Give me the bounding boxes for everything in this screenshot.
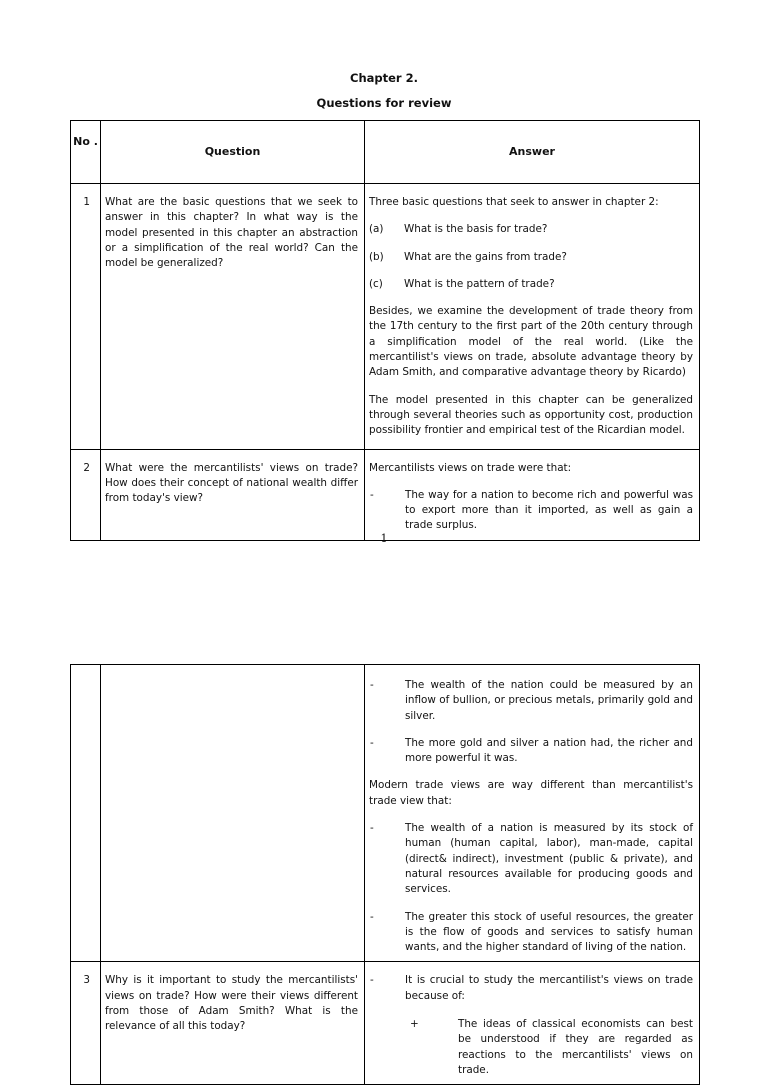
chapter-title: Chapter 2.	[350, 71, 418, 85]
answer-paragraph: Besides, we examine the development of trade theory from the 17th century to the first part of the 20th century through a simplification model of the real world. (Like the mercantilist's views on trade, absolute advantage theory by Adam Smith, and comparative advantage theory by Ricardo)	[369, 305, 693, 379]
answer-cell	[365, 962, 700, 1085]
list-item	[369, 821, 693, 897]
bullet-dash: -	[370, 736, 374, 749]
list-item	[369, 488, 693, 534]
bullet-dash: -	[370, 822, 374, 835]
list-item	[369, 910, 693, 956]
bullet-dash: -	[370, 679, 374, 691]
answer-cell	[365, 665, 700, 962]
answer-cell	[365, 184, 700, 450]
bullet-text: The way for a nation to become rich and powerful was to export more than it imported, as well as gain a trade surplus.	[405, 488, 693, 532]
answer-paragraph: The model presented in this chapter can be generalized through several theories such as opportunity cost, production possibility frontier and empirical test of the Ricardian model.	[369, 393, 693, 437]
header-no: No .	[71, 121, 101, 184]
question-cell-empty	[101, 665, 365, 962]
option-label: (b)	[369, 250, 384, 263]
table-row	[71, 184, 700, 450]
row-number: 2	[71, 449, 101, 540]
answer-intro: Three basic questions that seek to answer in chapter 2:	[369, 196, 659, 208]
bullet-text: The wealth of a nation is measured by its stock of human (human capital, labor), man-made, capital (direct& indirect), investment (public & private), and natural resources available for producing goods and services.	[405, 822, 693, 896]
row-number: 3	[71, 962, 101, 1085]
header-answer: Answer	[365, 121, 700, 184]
answer-cell	[365, 449, 700, 540]
section-title: Questions for review	[316, 96, 452, 110]
option-text: What is the pattern of trade?	[404, 277, 555, 290]
table-row	[71, 962, 700, 1085]
bullet-text: The wealth of the nation could be measured by an inflow of bullion, or precious metals, primarily gold and silver.	[405, 679, 693, 722]
option-text: What are the gains from trade?	[404, 250, 567, 263]
list-item	[369, 973, 693, 1004]
bullet-plus: +	[410, 1018, 419, 1031]
bullet-dash: -	[370, 974, 374, 987]
option-label: (c)	[369, 277, 383, 290]
table-header-row	[71, 121, 700, 184]
sub-bullet-text: The ideas of classical economists can best be understood if they are regarded as reactions to the mercantilists' views on trade.	[458, 1018, 693, 1076]
list-item	[369, 678, 693, 724]
review-table	[70, 120, 700, 541]
row-number: 1	[71, 184, 101, 450]
table-row	[71, 449, 700, 540]
list-item	[369, 736, 693, 767]
list-item	[369, 250, 693, 265]
header-question: Question	[101, 121, 365, 184]
list-item	[369, 222, 693, 237]
page-2	[0, 660, 768, 1076]
option-text: What is the basis for trade?	[404, 223, 548, 236]
question-cell: What are the basic questions that we seek to answer in this chapter? In what way is the model presented in this chapter an abstraction or a simplification of the real world? Can the model be generalized?	[101, 184, 365, 450]
answer-intro: Mercantilists views on trade were that:	[369, 461, 572, 474]
sub-list-item	[369, 1017, 693, 1078]
answer-paragraph: Modern trade views are way different than mercantilist's trade view that:	[369, 779, 693, 807]
option-label: (a)	[369, 223, 384, 236]
table-row	[71, 665, 700, 962]
page-gap	[0, 560, 768, 660]
bullet-dash: -	[370, 488, 374, 501]
bullet-text: The greater this stock of useful resources, the greater is the flow of goods and services to satisfy human wants, and the higher standard of living of the nation.	[405, 910, 693, 954]
review-table-continued	[70, 664, 700, 1085]
row-number-empty	[71, 665, 101, 962]
list-item	[369, 277, 693, 292]
question-cell: Why is it important to study the mercantilists' views on trade? How were their views different from those of Adam Smith? What is the relevance of all this today?	[101, 962, 365, 1085]
bullet-text: The more gold and silver a nation had, the richer and more powerful it was.	[405, 736, 693, 765]
page-number: 1	[380, 532, 388, 545]
bullet-dash: -	[370, 910, 374, 923]
question-cell: What were the mercantilists' views on trade? How does their concept of national wealth differ from today's view?	[101, 449, 365, 540]
bullet-text: It is crucial to study the mercantilist's views on trade because of:	[405, 974, 693, 1002]
